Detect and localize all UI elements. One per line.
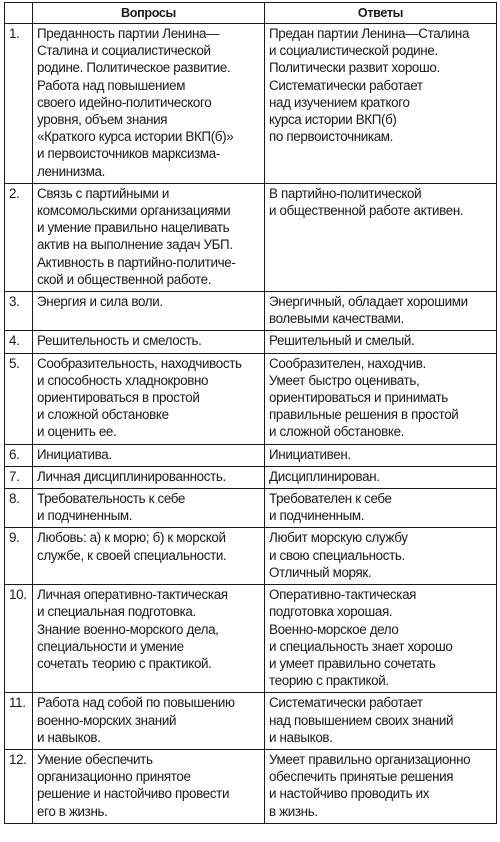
question-cell: Решительность и смелость.	[33, 331, 265, 353]
row-number: 5.	[5, 353, 33, 444]
question-cell: Личная дисциплинированность.	[33, 466, 265, 488]
table-row	[5, 693, 497, 750]
row-number: 10.	[5, 585, 33, 693]
row-number: 11.	[5, 693, 33, 750]
question-cell: Связь с партийными и комсомольскими организациями и умение правильно нацеливать актив на выполнение задач УБП. Активность в партийно-политиче- ской и общественной работе.	[33, 183, 265, 291]
row-number: 1.	[5, 24, 33, 184]
table-row	[5, 749, 497, 823]
row-number: 7.	[5, 466, 33, 488]
answer-cell: Решительный и смелый.	[265, 331, 497, 353]
table-row	[5, 331, 497, 353]
header-number	[5, 3, 33, 24]
question-cell: Личная оперативно-тактическая и специальная подготовка. Знание военно-морского дела, специальности и умение сочетать теорию с практикой.	[33, 585, 265, 693]
answer-cell: Оперативно-тактическая подготовка хорошая. Военно-морское дело и специальность знает хорошо и умеет правильно сочетать теорию с практикой.	[265, 585, 497, 693]
header-answers: Ответы	[265, 3, 497, 24]
answer-cell: Умеет правильно организационно обеспечить принятые решения и настойчиво проводить их в жизнь.	[265, 749, 497, 823]
question-cell: Преданность партии Ленина— Сталина и социалистической родине. Политическое развитие. Работа над повышением своего идейно-политического уровня, объем знания «Краткого курса истории ВКП(б)» и первоисточников марксизма- ленинизма.	[33, 24, 265, 184]
answer-cell: Предан партии Ленина—Сталина и социалистической родине. Политически развит хорошо. Систематически работает над изучением краткого курса истории ВКП(б) по первоисточникам.	[265, 24, 497, 184]
question-cell: Работа над собой по повышению военно-морских знаний и навыков.	[33, 693, 265, 750]
header-questions: Вопросы	[33, 3, 265, 24]
row-number: 12.	[5, 749, 33, 823]
table-row	[5, 489, 497, 528]
question-cell: Энергия и сила воли.	[33, 292, 265, 331]
table-row	[5, 183, 497, 291]
table-row	[5, 585, 497, 693]
row-number: 3.	[5, 292, 33, 331]
question-cell: Умение обеспечить организационно принятое решение и настойчиво провести его в жизнь.	[33, 749, 265, 823]
table-row	[5, 292, 497, 331]
document-page	[4, 2, 496, 824]
answer-cell: Систематически работает над повышением своих знаний и навыков.	[265, 693, 497, 750]
table-row	[5, 444, 497, 466]
table-body	[5, 24, 497, 824]
answer-cell: Требователен к себе и подчиненным.	[265, 489, 497, 528]
table-row	[5, 528, 497, 585]
question-cell: Любовь: а) к морю; б) к морской службе, к своей специальности.	[33, 528, 265, 585]
row-number: 9.	[5, 528, 33, 585]
question-cell: Инициатива.	[33, 444, 265, 466]
question-cell: Сообразительность, находчивость и способность хладнокровно ориентироваться в простой и сложной обстановке и оценить ее.	[33, 353, 265, 444]
answer-cell: Инициативен.	[265, 444, 497, 466]
answer-cell: Энергичный, обладает хорошими волевыми качествами.	[265, 292, 497, 331]
row-number: 8.	[5, 489, 33, 528]
answer-cell: Сообразителен, находчив. Умеет быстро оценивать, ориентироваться и принимать правильные решения в простой и сложной обстановке.	[265, 353, 497, 444]
table-row	[5, 466, 497, 488]
table-header-row	[5, 3, 497, 24]
table-row	[5, 353, 497, 444]
question-cell: Требовательность к себе и подчиненным.	[33, 489, 265, 528]
row-number: 2.	[5, 183, 33, 291]
answer-cell: Любит морскую службу и свою специальность. Отличный моряк.	[265, 528, 497, 585]
answer-cell: В партийно-политической и общественной работе активен.	[265, 183, 497, 291]
table-row	[5, 24, 497, 184]
answer-cell: Дисциплинирован.	[265, 466, 497, 488]
row-number: 4.	[5, 331, 33, 353]
row-number: 6.	[5, 444, 33, 466]
assessment-table	[4, 2, 497, 824]
